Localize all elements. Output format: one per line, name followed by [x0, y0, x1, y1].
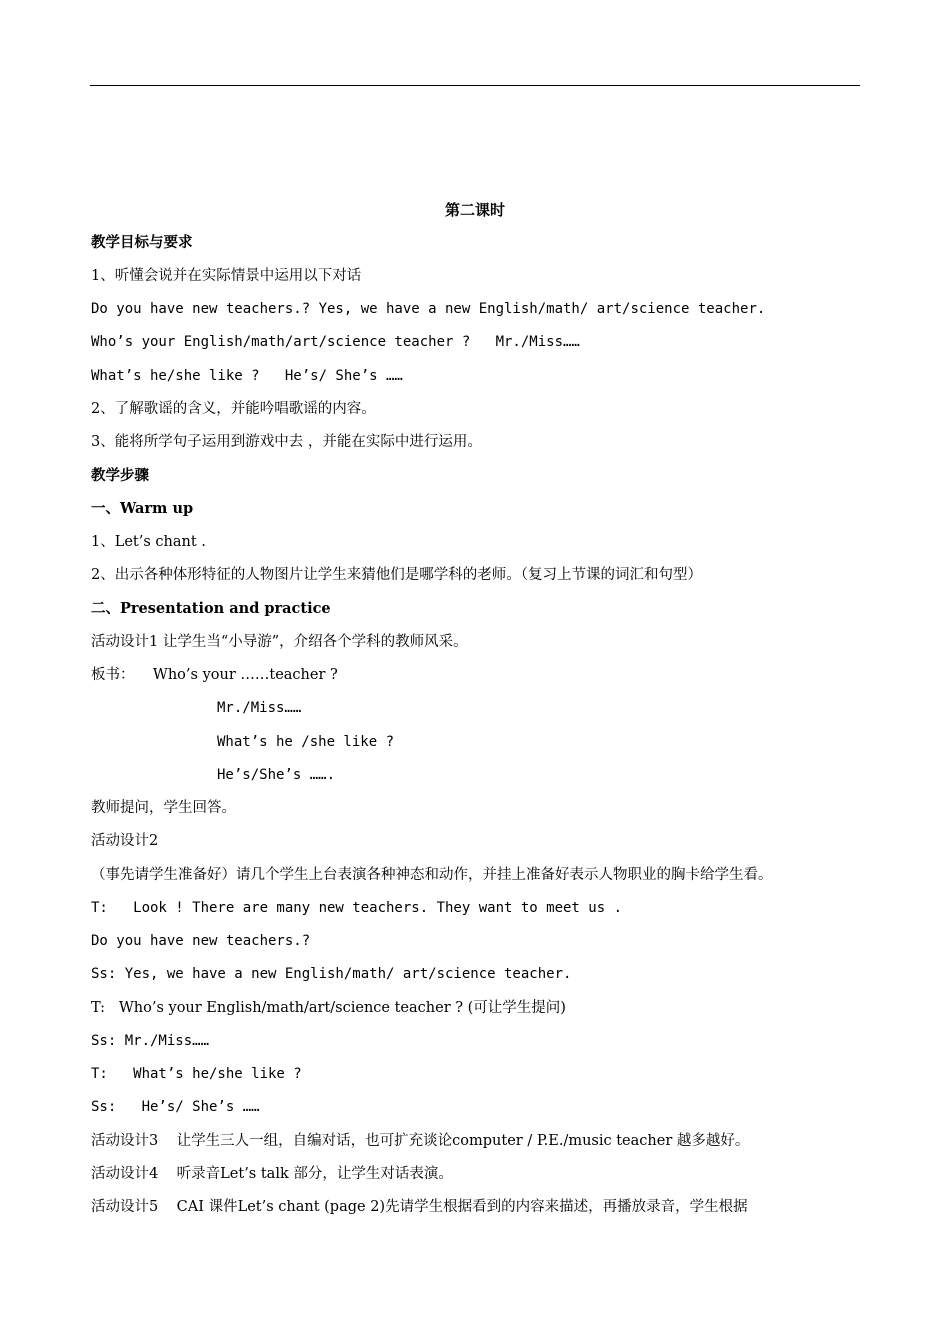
dialogue-line: Do you have new teachers.? Yes, we have a new English/math/ art/science teacher. [91, 301, 766, 317]
goal-line-1: 1、听懂会说并在实际情景中运用以下对话 [91, 268, 362, 284]
body-line: 教师提问，学生回答。 [91, 800, 236, 816]
dialogue-line: T: What’s he/she like ? [91, 1066, 302, 1082]
section-heading-goals: 教学目标与要求 [91, 234, 193, 251]
body-line: （事先请学生准备好）请几个学生上台表演各种神态和动作，并挂上准备好表示人物职业的胸卡给学生看。 [91, 867, 773, 883]
activity-3: 活动设计3 让学生三人一组，自编对话，也可扩充谈论computer / P.E./music teacher 越多越好。 [91, 1133, 750, 1149]
activity-1: 活动设计1 让学生当“小导游”，介绍各个学科的教师风采。 [91, 634, 468, 650]
lesson-title: 第二课时 [444, 201, 505, 219]
board-writing: 板书： Who’s your ……teacher ? [91, 667, 338, 683]
dialogue-line: What’s he/she like ? He’s/ She’s …… [91, 368, 403, 384]
dialogue-line: Ss: He’s/ She’s …… [91, 1099, 260, 1115]
step-line: 2、出示各种体形特征的人物图片让学生来猜他们是哪学科的老师。（复习上节课的词汇和句型） [91, 567, 702, 583]
step-heading-warm-up: 一、Warm up [91, 500, 194, 517]
dialogue-line: Ss: Yes, we have a new English/math/ art/science teacher. [91, 966, 572, 982]
board-writing-line: Mr./Miss…… [217, 700, 302, 716]
goal-line-3: 3、能将所学句子运用到游戏中去 ，并能在实际中进行运用。 [91, 434, 482, 450]
activity-2: 活动设计2 [91, 833, 159, 849]
dialogue-line: T: Look ! There are many new teachers. They want to meet us . [91, 900, 623, 916]
step-heading-presentation: 二、Presentation and practice [91, 600, 331, 617]
goal-line-2: 2、了解歌谣的含义，并能吟唱歌谣的内容。 [91, 401, 376, 417]
activity-5: 活动设计5 CAI 课件Let’s chant (page 2)先请学生根据看到的内容来描述，再播放录音，学生根据 [91, 1199, 748, 1215]
dialogue-line: Who’s your English/math/art/science teacher ? Mr./Miss…… [91, 334, 580, 350]
dialogue-line: T: Who’s your English/math/art/science teacher ? (可让学生提问) [91, 1000, 566, 1016]
section-heading-steps: 教学步骤 [91, 467, 149, 484]
dialogue-line: Do you have new teachers.? [91, 933, 311, 949]
step-line: 1、Let’s chant . [91, 534, 206, 550]
dialogue-line: Ss: Mr./Miss…… [91, 1033, 210, 1049]
board-writing-line: What’s he /she like ? [217, 734, 395, 750]
board-writing-line: He’s/She’s ……. [217, 767, 336, 783]
activity-4: 活动设计4 听录音Let’s talk 部分，让学生对话表演。 [91, 1166, 453, 1182]
header-rule [90, 85, 860, 86]
